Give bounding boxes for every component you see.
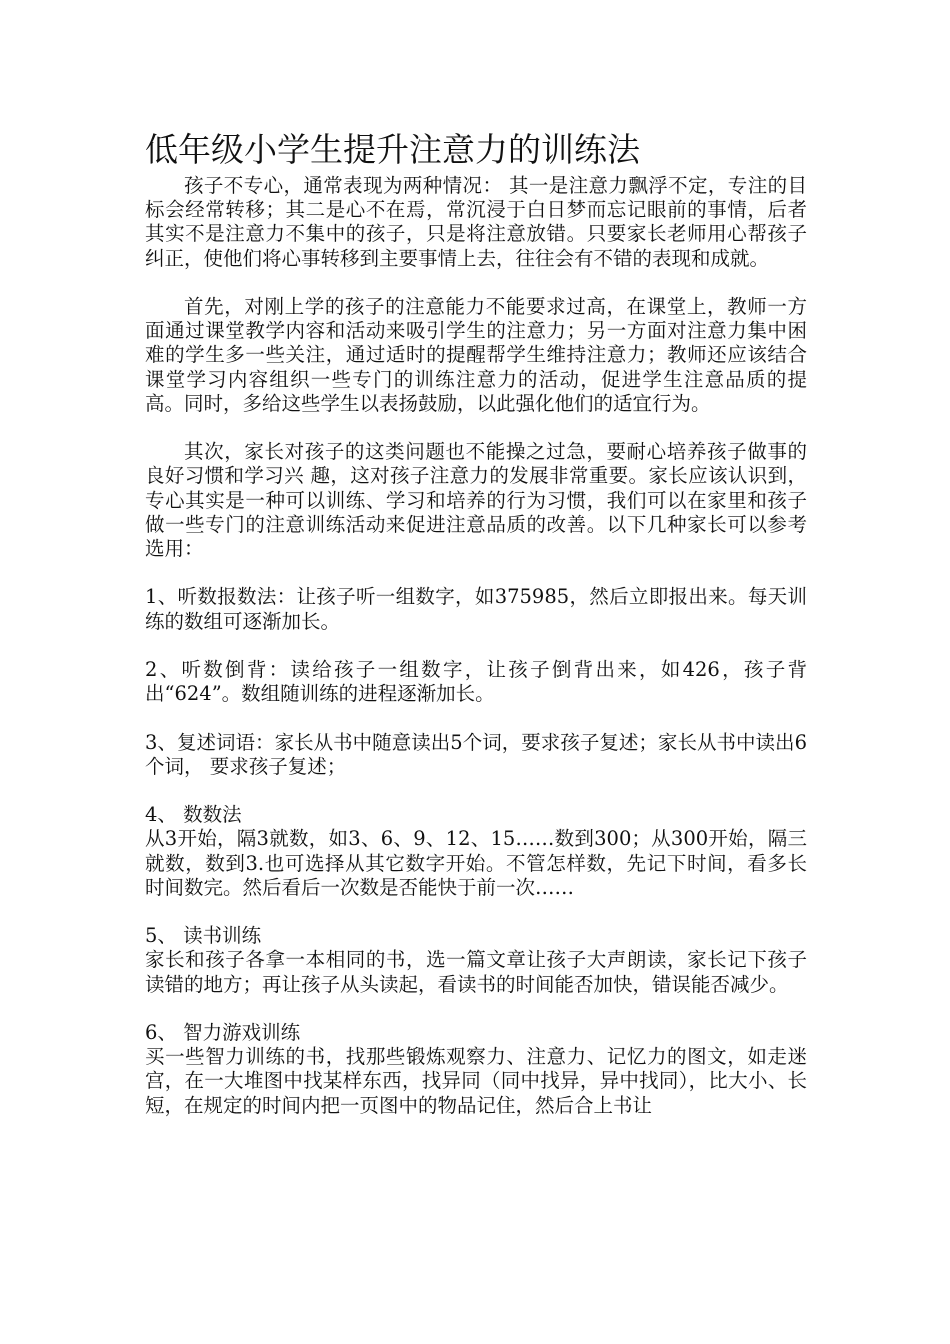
method-item-5-heading: 5、 读书训练 (145, 924, 262, 948)
document-content (145, 126, 807, 1118)
paragraph-spacer (145, 706, 807, 730)
method-item-1: 1、听数报数法：让孩子听一组数字，如375985，然后立即报出来。每天训练的数组可逐渐加长。 (145, 585, 807, 633)
method-item-2: 2、听数倒背：读给孩子一组数字，让孩子倒背出来，如426，孩子背出“624”。数组随训练的进程逐渐加长。 (145, 658, 807, 706)
second-paragraph: 其次，家长对孩子的这类问题也不能操之过急，要耐心培养孩子做事的良好习惯和学习兴 趣，这对孩子注意力的发展非常重要。家长应该认识到，专心其实是一种可以训练、学习和培养的行为习惯，我们可以在家里和孩子做一些专门的注意训练活动来促进注意品质的改善。以下几种家长可以参考选用： (145, 440, 807, 561)
method-item-3: 3、复述词语：家长从书中随意读出5个词，要求孩子复述；家长从书中读出6个词， 要求孩子复述； (145, 730, 807, 778)
method-item-4-body: 从3开始，隔3就数，如3、6、9、12、15……数到300；从300开始，隔三就数，数到3.也可选择从其它数字开始。不管怎样数，先记下时间，看多长时间数完。然后看后一次数是否能快于前一次…… (145, 827, 807, 899)
paragraph-spacer (145, 634, 807, 658)
intro-paragraph: 孩子不专心，通常表现为两种情况： 其一是注意力飘浮不定，专注的目标会经常转移；其二是心不在焉，常沉浸于白日梦而忘记眼前的事情，后者其实不是注意力不集中的孩子，只是将注意放错。只要家长老师用心帮孩子纠正，使他们将心事转移到主要事情上去，往往会有不错的表现和成就。 (145, 174, 807, 270)
paragraph-spacer (145, 561, 807, 585)
paragraph-spacer (145, 416, 807, 440)
paragraph-spacer (145, 271, 807, 295)
paragraph-spacer (145, 779, 807, 803)
method-item-4-heading: 4、 数数法 (145, 803, 242, 827)
method-item-6-body: 买一些智力训练的书，找那些锻炼观察力、注意力、记忆力的图文，如走迷宫，在一大堆图中找某样东西，找异同（同中找异，异中找同），比大小、长短，在规定的时间内把一页图中的物品记住，然后合上书让 (145, 1045, 807, 1117)
method-item-6-heading: 6、 智力游戏训练 (145, 1020, 301, 1044)
first-paragraph: 首先，对刚上学的孩子的注意能力不能要求过高，在课堂上，教师一方面通过课堂教学内容和活动来吸引学生的注意力；另一方面对注意力集中困难的学生多一些关注，通过适时的提醒帮学生维持注意力；教师还应该结合课堂学习内容组织一些专门的训练注意力的活动，促进学生注意品质的提高。同时，多给这些学生以表扬鼓励，以此强化他们的适宜行为。 (145, 295, 807, 415)
method-item-5-body: 家长和孩子各拿一本相同的书，选一篇文章让孩子大声朗读，家长记下孩子读错的地方；再让孩子从头读起，看读书的时间能否加快，错误能否减少。 (145, 948, 807, 996)
paragraph-spacer (145, 900, 807, 924)
document-title: 低年级小学生提升注意力的训练法 (145, 130, 640, 169)
paragraph-spacer (145, 997, 807, 1021)
